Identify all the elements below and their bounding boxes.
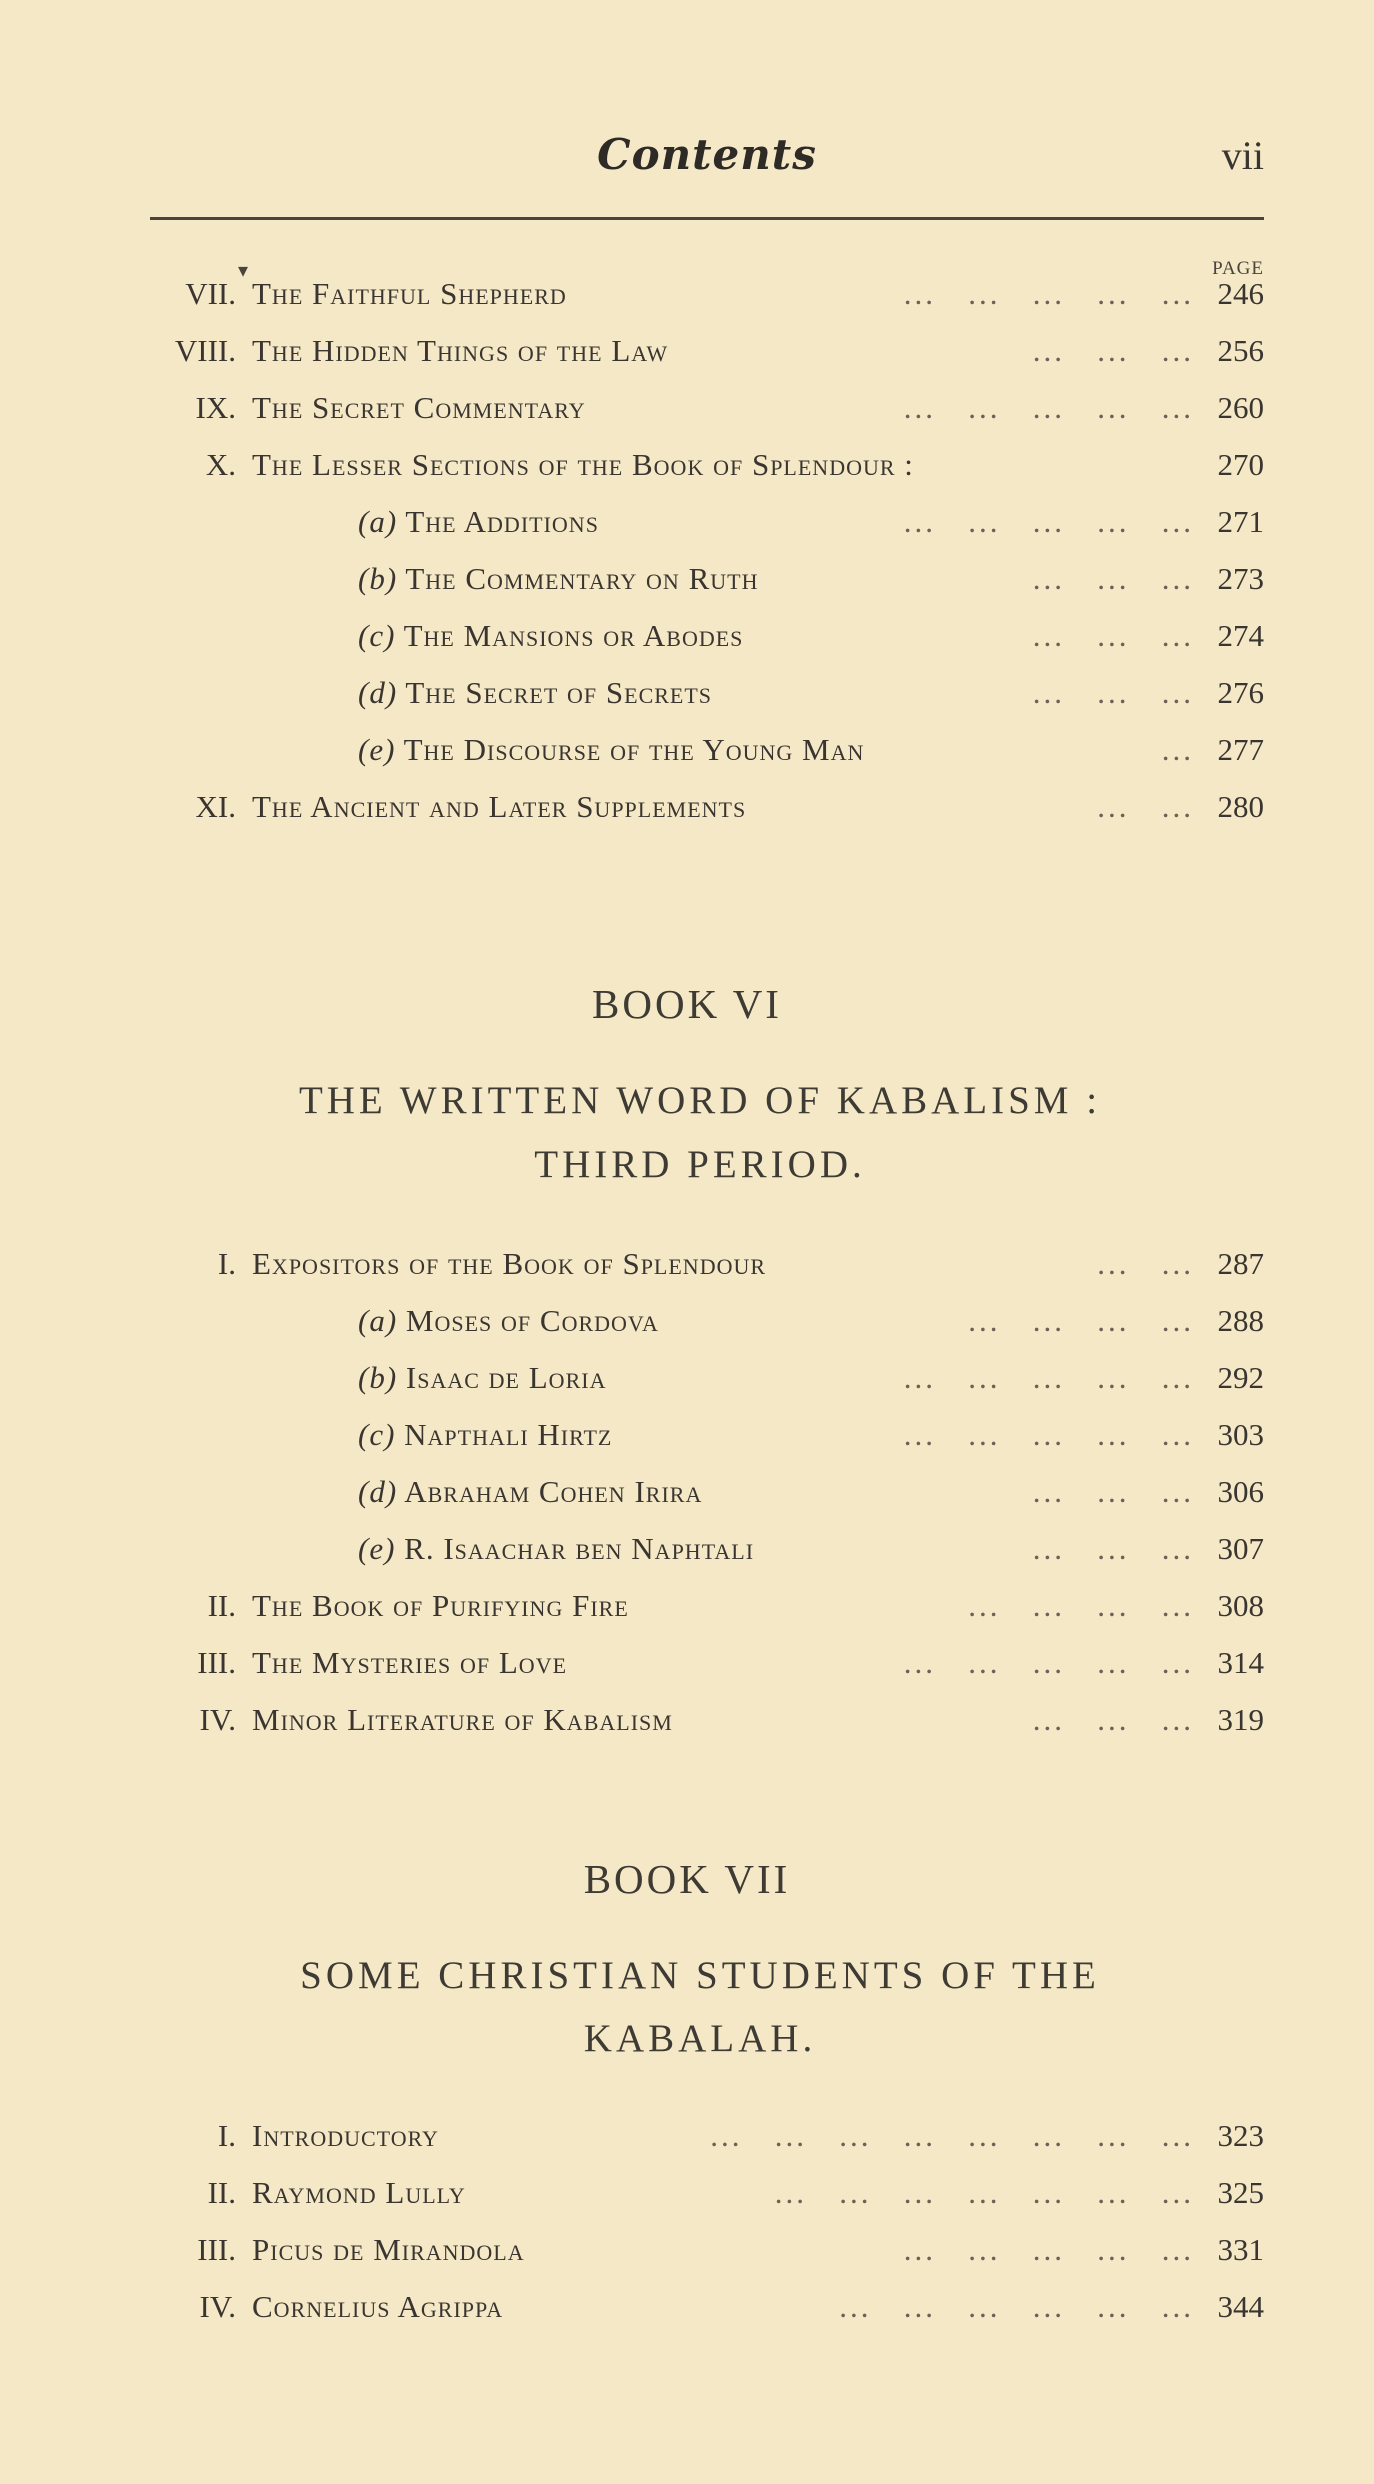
dot-leader: ... ... ... ... ... ...	[839, 2289, 1194, 2324]
entry-title: The Book of Purifying Fire	[252, 1588, 629, 1623]
toc-subentry	[0, 1295, 1374, 1347]
entry-number: I.	[217, 1246, 236, 1281]
entry-page: 303	[1217, 1417, 1264, 1452]
toc-subentry	[0, 1523, 1374, 1575]
book-vii-subtitle-1: SOME CHRISTIAN STUDENTS OF THE	[300, 1954, 1100, 1997]
header-rule	[150, 217, 1264, 220]
subentry-letter: (b)	[358, 1360, 398, 1395]
subentry-title: The Secret of Secrets	[405, 675, 713, 710]
running-title: Contents	[597, 130, 817, 179]
toc-entry	[0, 325, 1374, 377]
entry-number: IV.	[199, 2289, 236, 2324]
subentry-text	[358, 1352, 606, 1404]
entry-title: Raymond Lully	[252, 2175, 466, 2210]
subentry-title: The Discourse of the Young Man	[403, 732, 865, 767]
toc-subentry	[0, 1466, 1374, 1518]
page-column-label: PAGE	[1212, 258, 1264, 279]
entry-title: The Hidden Things of the Law	[252, 333, 669, 368]
dot-leader: ... ... ...	[1032, 618, 1194, 653]
subentry-letter: (c)	[358, 618, 396, 653]
toc-entry	[0, 382, 1374, 434]
folio: vii	[1221, 133, 1264, 178]
entry-page: 344	[1217, 2289, 1264, 2324]
dot-leader: ... ... ... ... ... ... ...	[774, 2175, 1194, 2210]
entry-page: 280	[1217, 789, 1264, 824]
dot-leader: ... ... ... ... ...	[903, 1417, 1194, 1452]
toc-subentry	[0, 1409, 1374, 1461]
entry-page: 271	[1217, 504, 1264, 539]
entry-number: II.	[207, 2175, 236, 2210]
entry-number: X.	[205, 447, 236, 482]
book-vi-subtitle-1: THE WRITTEN WORD OF KABALISM :	[298, 1079, 1102, 1122]
toc-subentry	[0, 1352, 1374, 1404]
dot-leader: ... ... ...	[1032, 1474, 1194, 1509]
entry-page: 246	[1217, 276, 1264, 311]
entry-page: 323	[1217, 2118, 1264, 2153]
entry-page: 287	[1217, 1246, 1264, 1281]
subentry-letter: (e)	[358, 732, 396, 767]
subentry-letter: (d)	[358, 675, 398, 710]
toc-entry	[0, 439, 1374, 491]
toc-entry	[0, 1637, 1374, 1689]
entry-title: The Lesser Sections of the Book of Splendour :	[252, 447, 914, 482]
entry-page: 288	[1217, 1303, 1264, 1338]
entry-title: The Ancient and Later Supplements	[252, 789, 747, 824]
entry-number: II.	[207, 1588, 236, 1623]
toc-entry	[0, 2110, 1374, 2162]
dot-leader: ... ... ...	[1032, 333, 1194, 368]
entry-title: Introductory	[252, 2118, 439, 2153]
entry-page: 277	[1217, 732, 1264, 767]
subentry-letter: (c)	[358, 1417, 396, 1452]
toc-subentry	[0, 553, 1374, 605]
entry-page: 308	[1217, 1588, 1264, 1623]
toc-entry	[0, 781, 1374, 833]
entry-title: Minor Literature of Kabalism	[252, 1702, 673, 1737]
subentry-title: Moses of Cordova	[405, 1303, 659, 1338]
page-header	[150, 130, 1264, 190]
subentry-text	[358, 724, 864, 776]
subentry-text	[358, 496, 599, 548]
toc-entry	[0, 1694, 1374, 1746]
entry-title: The Secret Commentary	[252, 390, 586, 425]
entry-page: 331	[1217, 2232, 1264, 2267]
toc-entry	[0, 268, 1374, 320]
dot-leader: ... ... ... ... ...	[903, 1360, 1194, 1395]
subentry-title: Napthali Hirtz	[404, 1417, 613, 1452]
entry-number: VII.	[185, 276, 236, 311]
dot-leader: ... ... ... ... ...	[903, 504, 1194, 539]
dot-leader: ...	[1161, 732, 1194, 767]
entry-page: 307	[1217, 1531, 1264, 1566]
entry-number: VIII.	[174, 333, 236, 368]
subentry-text	[358, 667, 712, 719]
subentry-text	[358, 553, 758, 605]
dot-leader: ... ... ...	[1032, 1531, 1194, 1566]
entry-page: 325	[1217, 2175, 1264, 2210]
toc-subentry	[0, 667, 1374, 719]
subentry-letter: (a)	[358, 504, 398, 539]
subentry-letter: (d)	[358, 1474, 398, 1509]
entry-page: 314	[1217, 1645, 1264, 1680]
entry-title: The Faithful Shepherd	[252, 276, 567, 311]
entry-page: 270	[1217, 447, 1264, 482]
printer-mark: ▾	[238, 260, 249, 282]
subentry-letter: (b)	[358, 561, 398, 596]
subentry-title: The Additions	[405, 504, 599, 539]
toc-entry	[0, 2167, 1374, 2219]
subentry-title: The Commentary on Ruth	[405, 561, 759, 596]
dot-leader: ... ... ... ... ...	[903, 390, 1194, 425]
subentry-title: R. Isaachar ben Naphtali	[404, 1531, 755, 1566]
entry-number: IX.	[195, 390, 236, 425]
subentry-text	[358, 1295, 659, 1347]
dot-leader: ... ... ... ... ...	[903, 276, 1194, 311]
toc-subentry	[0, 610, 1374, 662]
entry-page: 273	[1217, 561, 1264, 596]
entry-page: 256	[1217, 333, 1264, 368]
dot-leader: ... ... ... ... ...	[903, 2232, 1194, 2267]
entry-page: 319	[1217, 1702, 1264, 1737]
toc-entry	[0, 2281, 1374, 2333]
book-vi-heading: BOOK VI	[592, 981, 782, 1027]
dot-leader: ... ...	[1097, 1246, 1194, 1281]
toc-entry	[0, 1580, 1374, 1632]
toc-entry	[0, 1238, 1374, 1290]
entry-number: III.	[197, 2232, 236, 2267]
subentry-text	[358, 1466, 702, 1518]
dot-leader: ... ... ... ... ... ... ... ...	[710, 2118, 1194, 2153]
entry-number: XI.	[195, 789, 236, 824]
entry-page: 276	[1217, 675, 1264, 710]
entry-title: Cornelius Agrippa	[252, 2289, 504, 2324]
toc-entry	[0, 2224, 1374, 2276]
dot-leader: ... ... ...	[1032, 561, 1194, 596]
dot-leader: ... ...	[1097, 789, 1194, 824]
entry-number: III.	[197, 1645, 236, 1680]
dot-leader: ... ... ... ... ...	[903, 1645, 1194, 1680]
subentry-text	[358, 1409, 612, 1461]
subentry-title: Abraham Cohen Irira	[404, 1474, 703, 1509]
subentry-text	[358, 1523, 754, 1575]
entry-number: IV.	[199, 1702, 236, 1737]
dot-leader: ... ... ... ...	[968, 1588, 1194, 1623]
entry-number: I.	[217, 2118, 236, 2153]
book-vii-subtitle-2: KABALAH.	[583, 2017, 817, 2060]
entry-page: 260	[1217, 390, 1264, 425]
entry-page: 306	[1217, 1474, 1264, 1509]
dot-leader: ... ... ...	[1032, 1702, 1194, 1737]
entry-page: 274	[1217, 618, 1264, 653]
entry-title: Picus de Mirandola	[252, 2232, 525, 2267]
dot-leader: ... ... ... ...	[968, 1303, 1194, 1338]
entry-title: The Mysteries of Love	[252, 1645, 568, 1680]
toc-subentry	[0, 724, 1374, 776]
subentry-letter: (a)	[358, 1303, 398, 1338]
subentry-title: Isaac de Loria	[405, 1360, 607, 1395]
subentry-text	[358, 610, 743, 662]
entry-title: Expositors of the Book of Splendour	[252, 1246, 767, 1281]
subentry-letter: (e)	[358, 1531, 396, 1566]
toc-subentry	[0, 496, 1374, 548]
book-vi-subtitle-2: THIRD PERIOD.	[534, 1143, 866, 1186]
entry-page: 292	[1217, 1360, 1264, 1395]
subentry-title: The Mansions or Abodes	[403, 618, 744, 653]
book-vii-heading: BOOK VII	[583, 1856, 791, 1902]
dot-leader: ... ... ...	[1032, 675, 1194, 710]
